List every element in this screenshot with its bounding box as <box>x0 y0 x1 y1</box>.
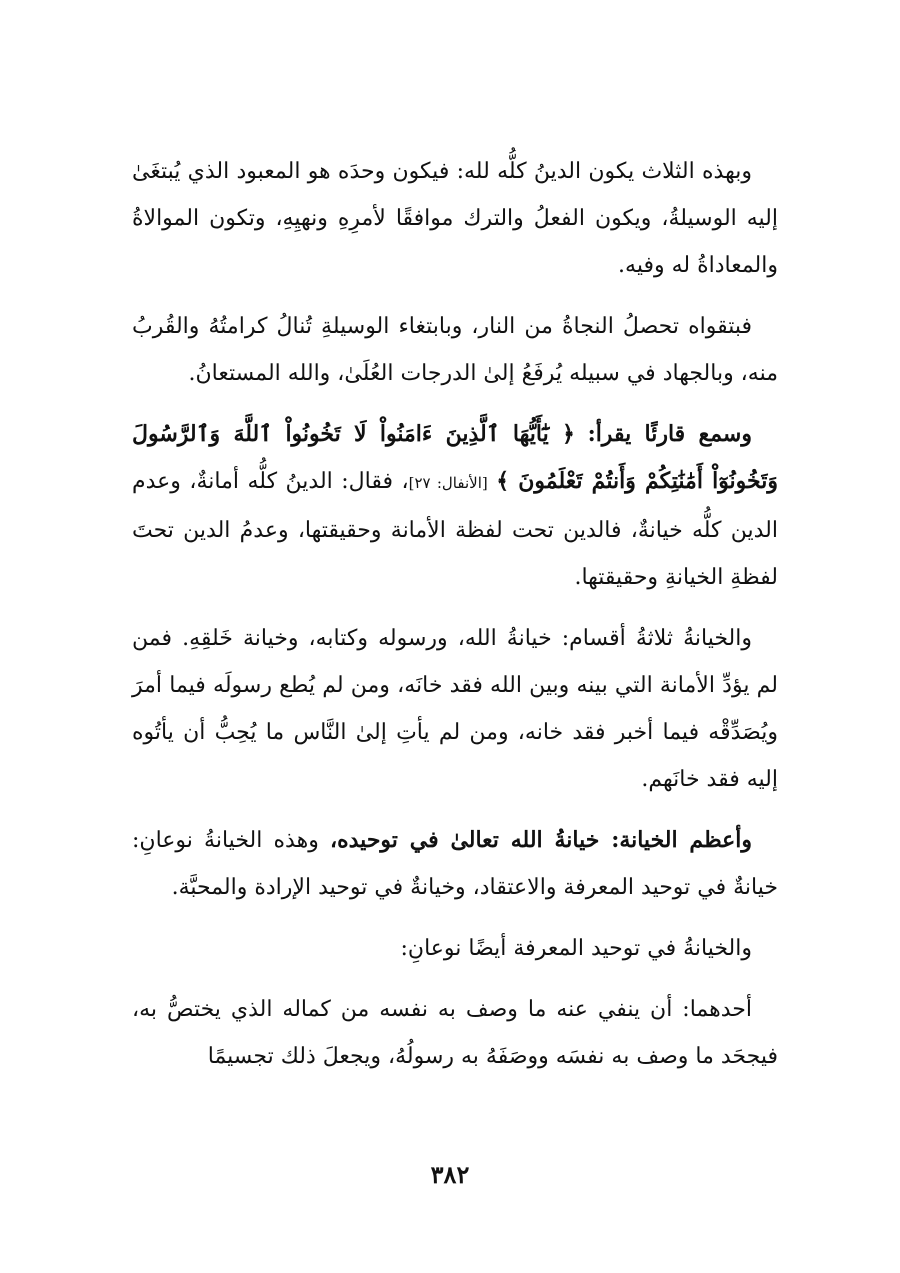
paragraph-5-lead: وأعظم الخيانة: خيانةُ الله تعالىٰ في توحيده، <box>330 827 752 853</box>
paragraph-3 <box>132 411 778 601</box>
paragraph-2: فبتقواه تحصلُ النجاةُ من النار، وبابتغاء الوسيلةِ تُنالُ كرامتُهُ والقُربُ منه، وبالجهاد في سبيله يُرفَعُ إلىٰ الدرجات العُلَىٰ، والله المستعانُ. <box>132 314 778 386</box>
page-number: ٣٨٢ <box>430 1160 470 1189</box>
paragraph-7: أحدهما: أن ينفي عنه ما وصف به نفسه من كماله الذي يختصُّ به، فيجحَد ما وصف به نفسَه ووصَفَهُ به رسولُهُ، ويجعلَ ذلك تجسيمًا <box>132 997 778 1069</box>
paragraph-3-rest: ، فقال: الدينُ كلُّه أمانةٌ، وعدم الدين كلُّه خيانةٌ، فالدين تحت لفظة الأمانة وحقيقتها، وعدمُ الدين تحتَ لفظةِ الخيانةِ وحقيقتها. <box>132 469 778 590</box>
verse-reference: [الأنفال: ٢٧] <box>408 474 488 492</box>
paragraph-5 <box>132 817 778 911</box>
page-body <box>132 148 778 1080</box>
paragraph-5-rest: وهذه الخيانةُ نوعانِ: خيانةٌ في توحيد المعرفة والاعتقاد، وخيانةٌ في توحيد الإرادة والمحبَّة. <box>132 828 778 900</box>
paragraph-3-lead: وسمع قارئًا يقرأ: <box>587 421 752 447</box>
paragraph-1: وبهذه الثلاث يكون الدينُ كلُّه لله: فيكون وحدَه هو المعبود الذي يُبتغَىٰ إليه الوسيلةُ، ويكون الفعلُ والترك موافقًا لأمرِهِ ونهيِهِ، وتكون الموالاةُ والمعاداةُ له وفيه. <box>132 159 778 278</box>
paragraph-6: والخيانةُ في توحيد المعرفة أيضًا نوعانِ: <box>400 936 752 961</box>
paragraph-4: والخيانةُ ثلاثةُ أقسام: خيانةُ الله، ورسوله وكتابه، وخيانة خَلقِهِ. فمن لم يؤدِّ الأمانة التي بينه وبين الله فقد خانَه، ومن لم يُطع رسولَه فيما أمرَ ويُصَدِّقْه فيما أخبر فقد خانه، ومن لم يأتِ إلىٰ النَّاس ما يُحِبُّ أن يأتُوه إليه فقد خانَهم. <box>132 626 778 792</box>
quran-verse: ﴿ يَٰٓأَيُّهَا ٱلَّذِينَ ءَامَنُواْ لَا تَخُونُواْ ٱللَّهَ وَٱلرَّسُولَ وَتَخُونُوٓاْ أَمَٰنَٰتِكُمْ وَأَنتُمْ تَعْلَمُونَ ﴾ <box>132 421 778 494</box>
